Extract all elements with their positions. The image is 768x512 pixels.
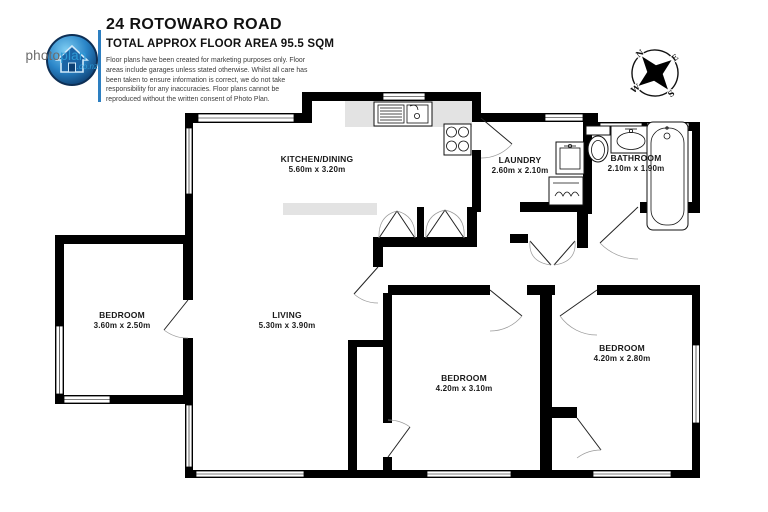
room-label-bedroom-middle: BEDROOM <box>441 373 487 383</box>
room-dims-laundry: 2.60m x 2.10m <box>491 166 549 175</box>
door-bedroom-middle <box>490 290 522 331</box>
window <box>196 471 304 477</box>
disclaimer-line: Floor plans have been created for marketing purposes only. Floor <box>106 57 306 64</box>
room-label-living: LIVING <box>272 310 302 320</box>
door-bedroom-right <box>560 290 597 335</box>
window <box>593 471 671 477</box>
door-wardrobe-right <box>577 418 601 458</box>
room-dims-bedroom-right: 4.20m x 2.80m <box>593 354 651 363</box>
room-dims-bedroom-left: 3.60m x 2.50m <box>93 321 151 330</box>
disclaimer-line: reproduced without the written consent of Photo Plan. <box>106 96 270 104</box>
toilet-icon <box>586 126 610 162</box>
floor-area-subtitle: TOTAL APPROX FLOOR AREA 95.5 SQM <box>106 38 335 50</box>
washing-machine-icon <box>549 177 583 205</box>
window <box>427 471 511 477</box>
disclaimer-line: been taken to ensure information is correct, we do not take <box>106 76 286 84</box>
room-label-laundry: LAUNDRY <box>498 155 542 165</box>
basin-icon <box>611 126 651 153</box>
stove-icon <box>444 124 471 155</box>
disclaimer-line: areas include garages unless stated otherwise. Whilst all care has <box>106 66 308 74</box>
room-dims-bathroom: 2.10m x 1.90m <box>607 164 665 173</box>
compass-s: S <box>665 87 677 100</box>
window <box>186 128 192 194</box>
logo-domain: .co.nz <box>76 62 98 71</box>
logo-word-plan: plan <box>60 48 87 63</box>
window <box>545 114 583 121</box>
laundry-tub-icon <box>556 142 584 174</box>
logo-word-photo: photo <box>25 48 61 63</box>
cupboard-doors-hall-south <box>530 241 575 265</box>
room-label-kitchen-dining: KITCHEN/DINING <box>280 154 354 164</box>
room-label-bedroom-left: BEDROOM <box>99 310 145 320</box>
disclaimer-line: responsibility for any inaccuracies. Floor plans cannot be <box>106 86 280 94</box>
window <box>693 345 700 423</box>
room-label-bathroom: BATHROOM <box>610 153 662 163</box>
door-wardrobe-middle <box>388 420 410 457</box>
room-label-bedroom-right: BEDROOM <box>599 343 645 353</box>
room-dims-living: 5.30m x 3.90m <box>258 321 316 330</box>
room-dims-bedroom-middle: 4.20m x 3.10m <box>435 384 493 393</box>
page-title: 24 ROTOWARO ROAD <box>106 16 282 33</box>
bathtub-icon <box>647 122 688 230</box>
compass-rose-icon <box>613 32 697 116</box>
window <box>64 396 110 403</box>
compass-e: E <box>669 51 681 64</box>
door-bathroom <box>600 207 638 259</box>
window <box>383 93 425 100</box>
window <box>186 405 192 467</box>
door-laundry <box>481 118 512 158</box>
window <box>56 326 63 394</box>
compass-n: N <box>633 47 646 60</box>
room-dims-kitchen-dining: 5.60m x 3.20m <box>288 165 346 174</box>
kitchen-sink-icon <box>374 102 432 126</box>
window <box>198 114 294 122</box>
door-bedroom-left <box>164 300 188 338</box>
door-living-hall <box>354 267 378 303</box>
compass-w: W <box>628 81 642 96</box>
